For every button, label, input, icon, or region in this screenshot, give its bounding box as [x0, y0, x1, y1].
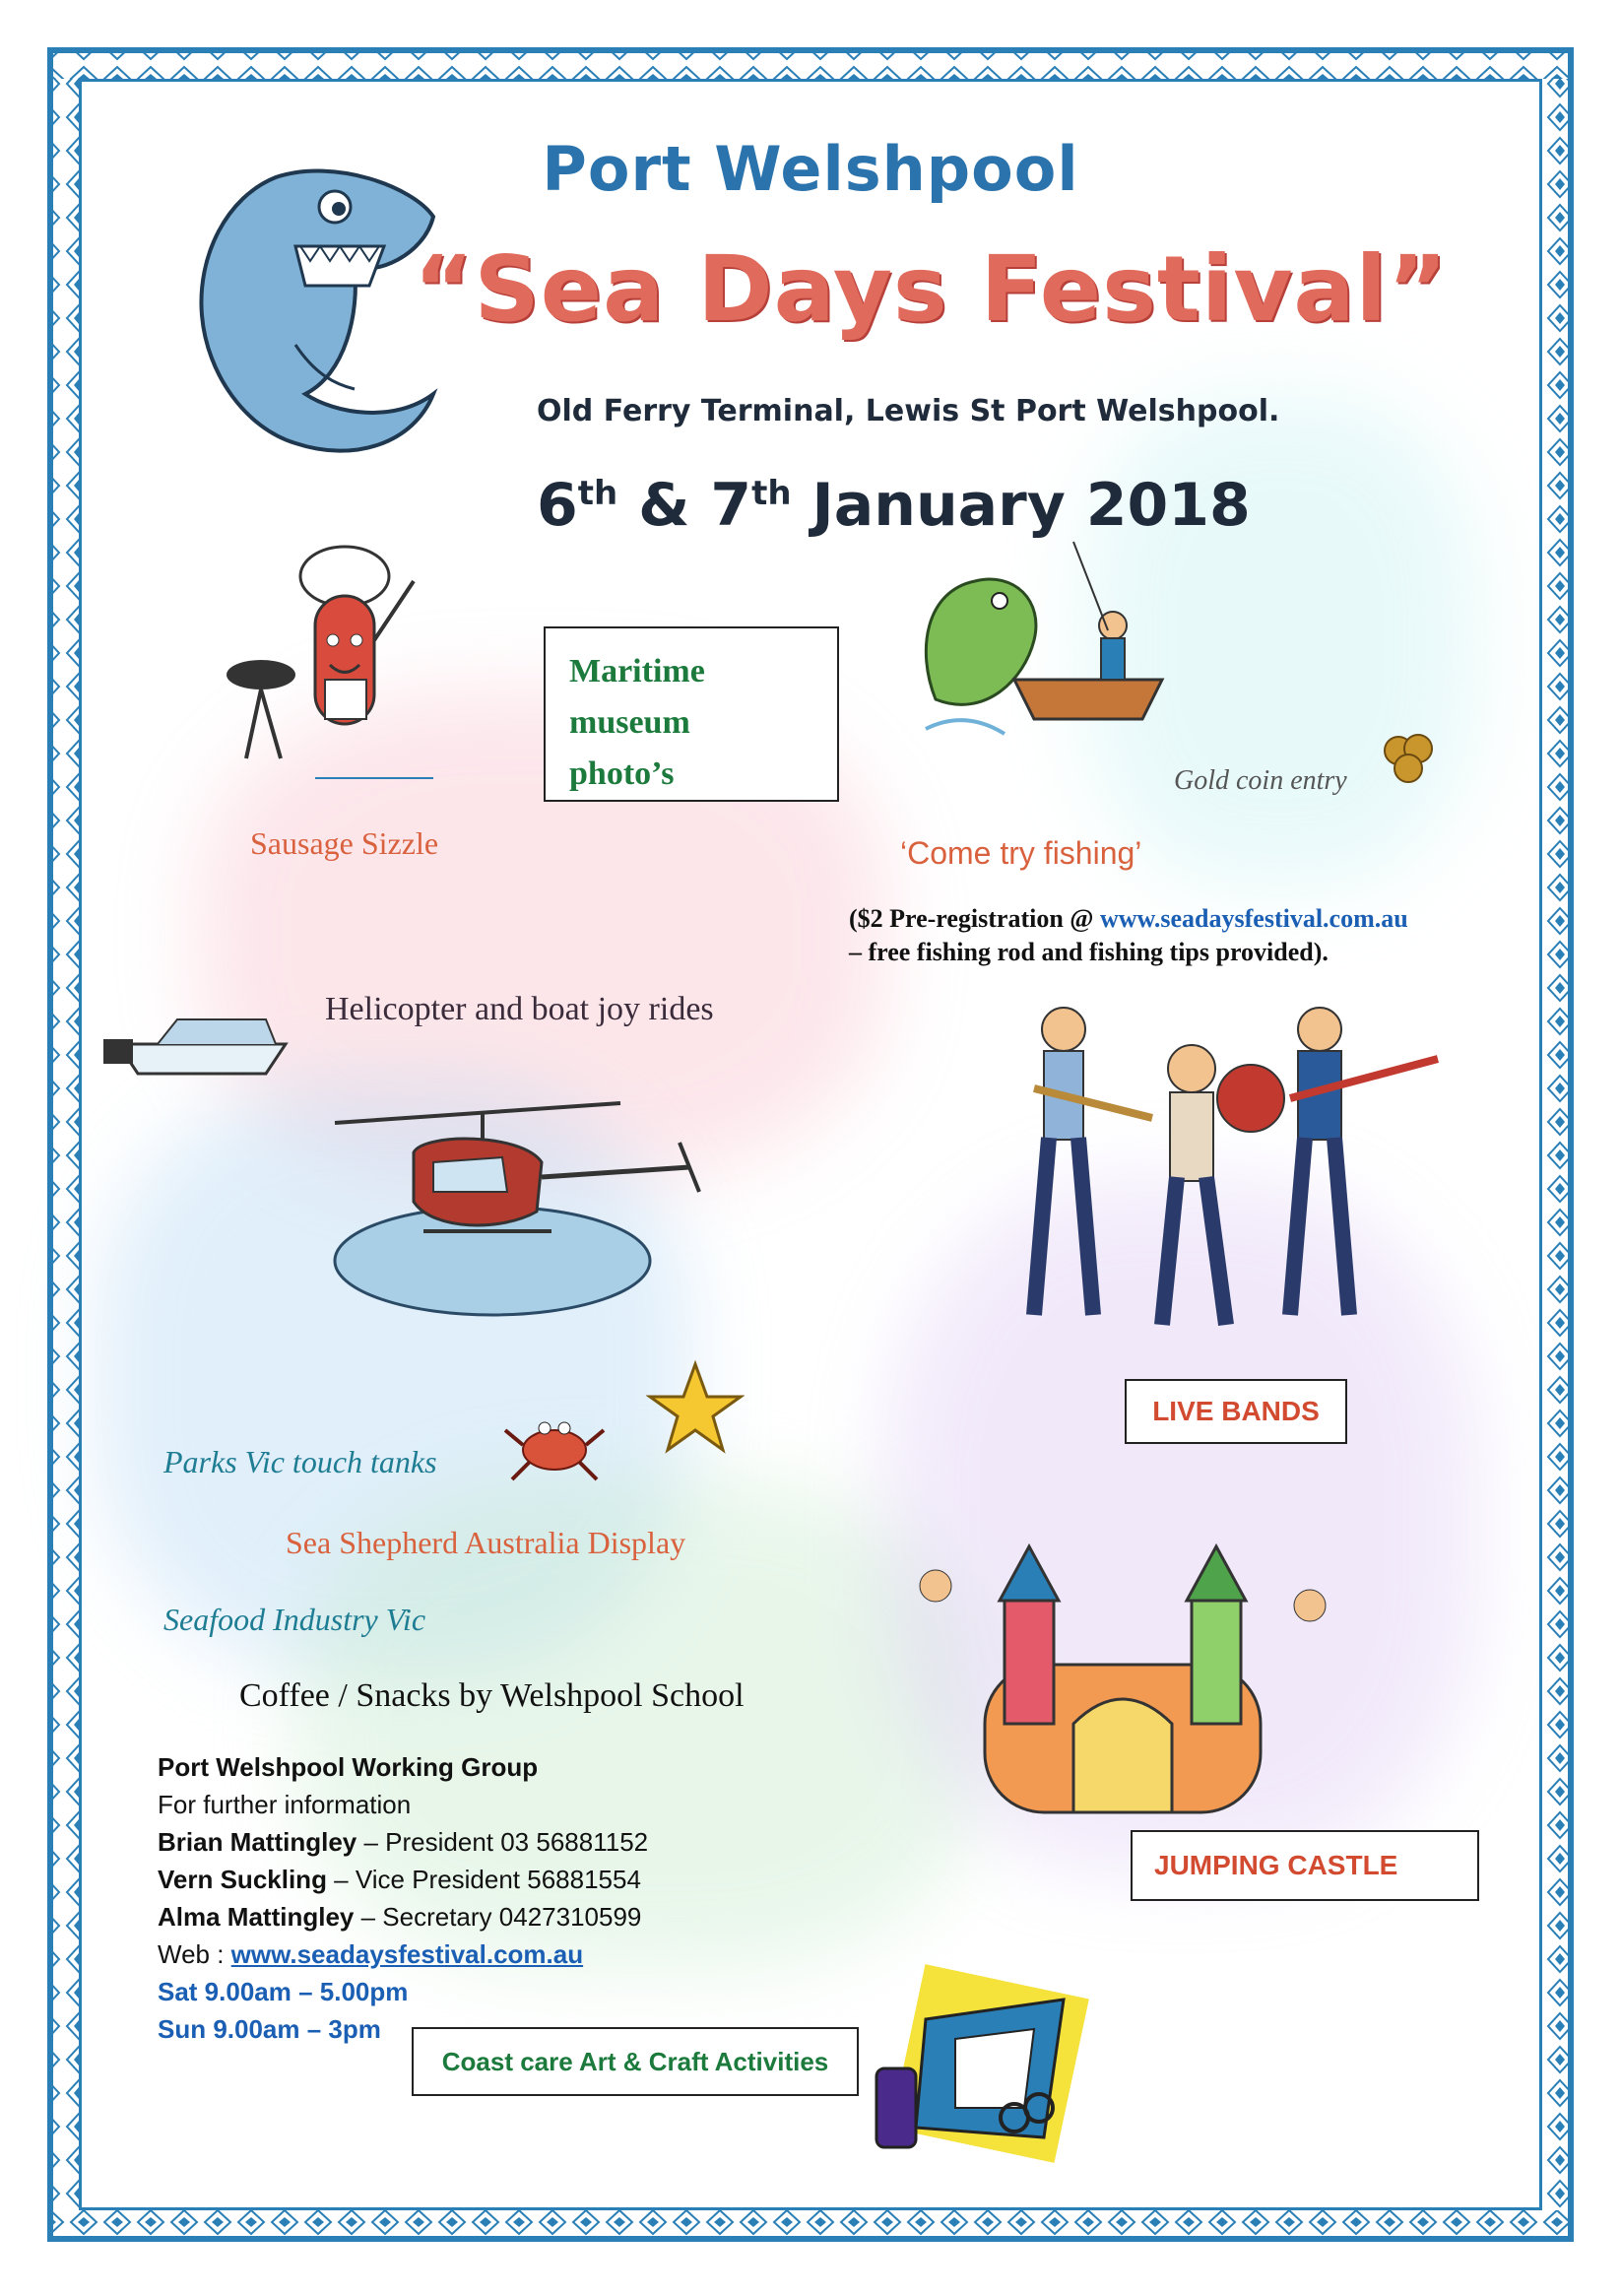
sausage-sizzle-label: Sausage Sizzle	[250, 825, 439, 861]
live-bands-box: LIVE BANDS	[1125, 1379, 1347, 1444]
festival-title: “Sea Days Festival”	[414, 236, 1449, 342]
fish-boat-icon	[906, 532, 1172, 758]
website-link[interactable]: www.seadaysfestival.com.au	[230, 1939, 584, 1969]
event-date	[537, 471, 1251, 540]
vice-president-role: – Vice President 56881554	[326, 1865, 641, 1894]
fishing-note-line2: – free fishing rod and fishing tips provided).	[849, 938, 1329, 966]
website-line	[158, 1935, 648, 1973]
secretary-name: Alma Mattingley	[158, 1902, 355, 1932]
jumping-castle-box: JUMPING CASTLE	[1131, 1830, 1479, 1901]
fishing-note-prefix: ($2 Pre-registration @	[849, 904, 1100, 933]
seafood-industry-label: Seafood Industry Vic	[163, 1602, 426, 1637]
working-group-name: Port Welshpool Working Group	[158, 1752, 539, 1782]
vice-president-name: Vern Suckling	[158, 1865, 327, 1894]
date-sup1: th	[577, 474, 618, 513]
rock-band-icon	[995, 990, 1467, 1345]
contact-block	[158, 1748, 648, 2048]
event-location-title: Port Welshpool	[542, 133, 1079, 205]
date-rest: January 2018	[791, 471, 1251, 540]
speedboat-icon	[98, 995, 295, 1083]
contact-vice-president	[158, 1861, 648, 1898]
president-name: Brian Mattingley	[158, 1827, 357, 1857]
secretary-role: – Secretary 0427310599	[354, 1902, 642, 1932]
sausage-chef-icon	[217, 542, 453, 788]
gold-coin-entry-label: Gold coin entry	[1174, 765, 1347, 796]
coast-care-box: Coast care Art & Craft Activities	[412, 2027, 859, 2096]
helicopter-icon	[325, 1083, 758, 1330]
venue-address: Old Ferry Terminal, Lewis St Port Welshpool.	[537, 394, 1280, 428]
president-role: – President 03 56881152	[357, 1827, 649, 1857]
museum-photos-box: Maritime museum photo’s	[544, 626, 839, 802]
fishing-registration-note	[849, 902, 1408, 969]
come-try-fishing-label: ‘Come try fishing’	[900, 835, 1142, 871]
art-craft-icon	[867, 1960, 1103, 2167]
saturday-hours: Sat 9.00am – 5.00pm	[158, 1977, 409, 2006]
date-day1: 6	[537, 471, 578, 540]
sunday-hours: Sun 9.00am – 3pm	[158, 2014, 381, 2044]
further-info-label: For further information	[158, 1790, 412, 1819]
fishing-registration-link[interactable]: www.seadaysfestival.com.au	[1100, 904, 1408, 933]
starfish-icon	[646, 1359, 745, 1458]
crab-icon	[500, 1401, 609, 1489]
web-label: Web :	[158, 1939, 231, 1969]
contact-secretary	[158, 1898, 648, 1935]
date-sup2: th	[751, 474, 792, 513]
contact-president	[158, 1823, 648, 1861]
gold-coins-icon	[1379, 729, 1438, 788]
parks-vic-label: Parks Vic touch tanks	[163, 1444, 437, 1479]
coffee-snacks-label: Coffee / Snacks by Welshpool School	[239, 1677, 745, 1714]
sea-shepherd-label: Sea Shepherd Australia Display	[286, 1525, 686, 1560]
bouncy-castle-icon	[906, 1527, 1339, 1832]
date-amp: & 7	[617, 471, 752, 540]
joy-rides-label: Helicopter and boat joy rides	[325, 991, 714, 1027]
